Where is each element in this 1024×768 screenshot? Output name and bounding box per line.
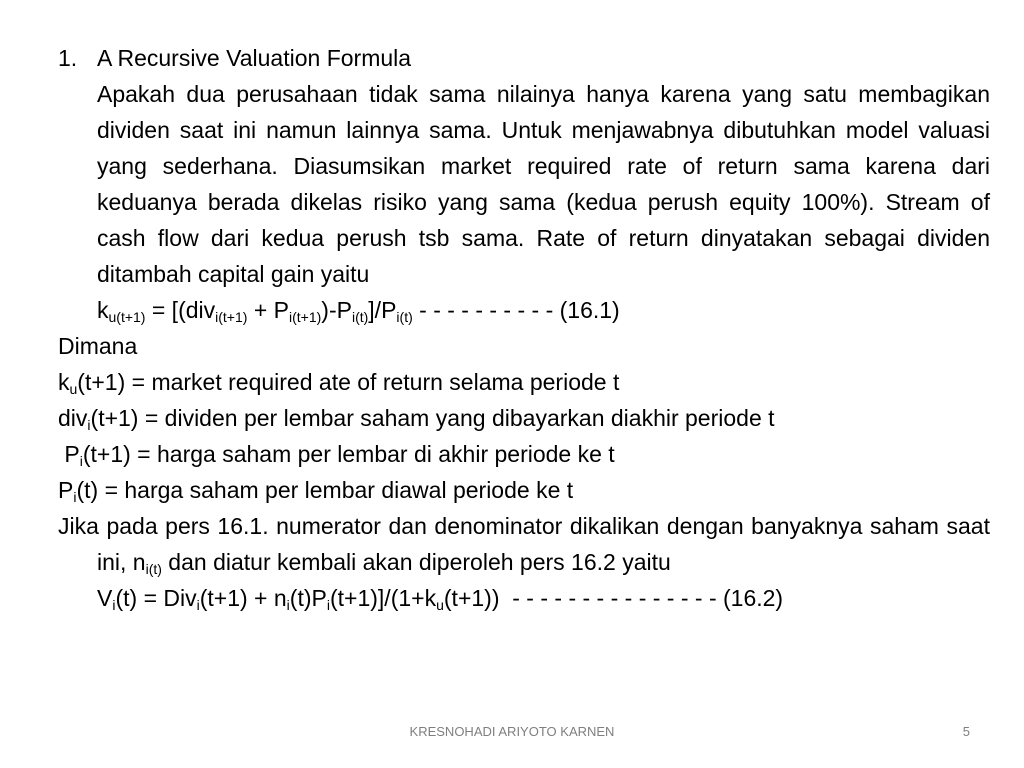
dimana-label: Dimana [58,333,138,359]
slide-body [58,40,990,616]
definition-ku [58,364,990,400]
formula-text: ]/P [368,297,397,323]
formula-text: (t)P [289,585,327,611]
formula-text: + P [247,297,289,323]
formula-subscript: u [436,597,444,613]
formula-subscript: u(t+1) [108,309,146,325]
formula-subscript: i(t+1) [289,309,322,325]
formula-subscript: i [112,597,116,613]
heading-title: A Recursive Valuation Formula [97,45,412,71]
definition-text: (t+1) = harga saham per lembar di akhir periode ke t [82,441,615,467]
footer-author: KRESNOHADI ARIYOTO KARNEN [409,724,615,739]
formula-text: (t+1)]/(1+k [329,585,437,611]
formula-text: = [(div [145,297,216,323]
list-number: 1. [58,45,78,71]
formula-subscript: i [326,597,330,613]
definition-symbol: div [58,405,88,431]
definition-div [58,400,990,436]
formula-text: )-P [321,297,352,323]
formula-subscript: i [286,597,290,613]
definition-text: (t+1) = market required ate of return selama periode t [77,369,620,395]
definition-subscript: u [69,381,78,397]
definition-p-end [58,436,990,472]
definition-text: (t) = harga saham per lembar diawal periode ke t [76,477,574,503]
formula-text: - - - - - - - - - - (16.1) [412,297,620,323]
formula-16-1 [58,292,990,328]
formula-16-2 [58,580,990,616]
definition-subscript: i [87,417,91,433]
definition-subscript: i [73,489,77,505]
formula-subscript: i(t) [351,309,369,325]
definition-symbol: k [58,369,70,395]
definition-symbol: P [58,441,80,467]
formula-text: (t+1) + n [199,585,287,611]
jika-paragraph [58,508,990,580]
paragraph-subscript: i(t) [145,561,162,577]
definition-p-start [58,472,990,508]
intro-paragraph: Apakah dua perusahaan tidak sama nilainya hanya karena yang satu membagikan dividen saat ini namun lainnya sama. Untuk menjawabnya dibutuhkan model valuasi yang sederhana. Diasumsikan market required rate of return sama karena dari keduanya berada dikelas risiko yang sama (kedua perush equity 100%). Stream of cash flow dari kedua perush tsb sama. Rate of return dinyatakan sebagai dividen ditambah capital gain yaitu [97,81,990,287]
formula-text: k [97,297,109,323]
paragraph-text: Jika pada pers 16.1. numerator dan denominator dikalikan dengan banyaknya saham saat ini, n [58,513,990,575]
paragraph-text: dan diatur kembali akan diperoleh pers 16.2 yaitu [161,549,671,575]
heading-line [58,40,990,76]
formula-subscript: i(t) [396,309,413,325]
formula-subscript: i [196,597,200,613]
formula-text: V [97,585,113,611]
definition-subscript: i [79,453,83,469]
formula-text: (t+1)) - - - - - - - - - - - - - - - (16.2) [443,585,784,611]
formula-text: (t) = Div [115,585,197,611]
definition-text: (t+1) = dividen per lembar saham yang dibayarkan diakhir periode t [90,405,775,431]
definition-symbol: P [58,477,74,503]
slide-number: 5 [962,724,970,739]
formula-subscript: i(t+1) [215,309,248,325]
